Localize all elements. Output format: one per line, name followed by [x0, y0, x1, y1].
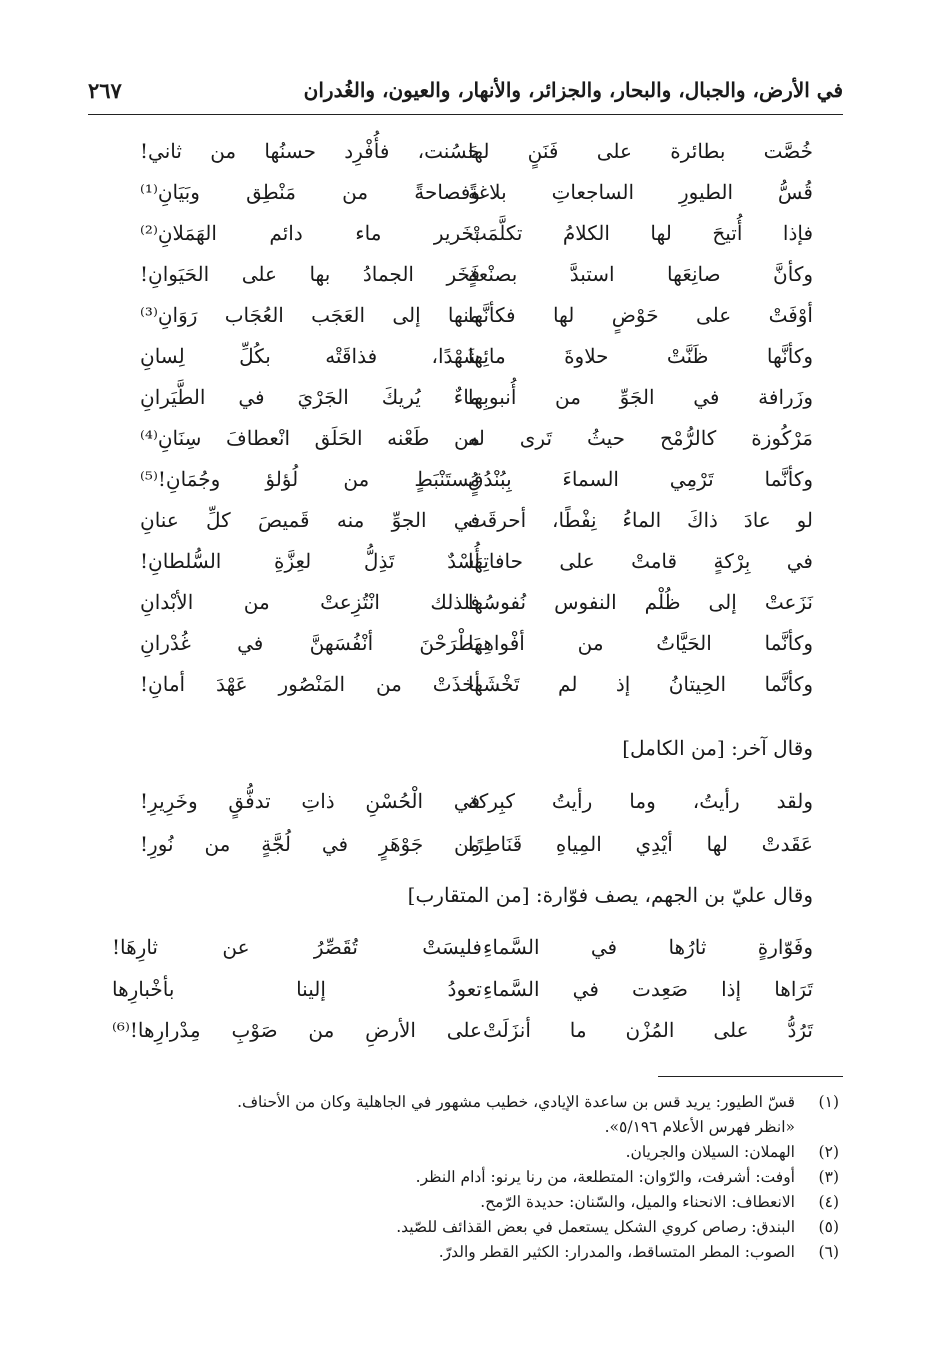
verse-line — [140, 375, 813, 419]
footnote-text: قسّ الطيور: يريد قس بن ساعدة الإيادي، خطيب مشهور في الجاهلية وكان من الأحناف. — [237, 1093, 795, 1111]
first-hemistich: وكأنَّما الحَيَّاتُ من أفْواهِها — [468, 631, 813, 655]
footnote-number: (٤) — [818, 1193, 839, 1211]
footnote-text: الهملان: السيلان والجريان. — [625, 1143, 795, 1161]
second-hemistich: فَخَر الجمادُ بها على الحَيَوانِ! — [140, 262, 480, 286]
header-rule — [88, 114, 843, 115]
first-hemistich: ولقد رأيتُ، وما رأيتُ كبِركة — [468, 789, 813, 813]
second-hemistich: من جَوْهَرٍ في لُجَّةٍ من نُورِ! — [140, 832, 480, 856]
footnote-text: الصوب: المطر المتساقط، والمدرار: الكثير القطر والدرّ. — [438, 1243, 795, 1261]
first-hemistich: أوْفَتْ على حَوْضٍ لها فكأنَّها — [468, 303, 813, 327]
first-hemistich: في بِرْكةٍ قامتْ على حافاتِهَا — [468, 549, 813, 573]
first-hemistich: نَزَعتْ إلى ظُلْم النفوس نُفوسُها — [468, 590, 813, 614]
footnote-rule — [658, 1076, 843, 1077]
verse-line — [140, 580, 813, 624]
verse-line — [112, 925, 813, 969]
footnote-text: البندق: رصاص كروي الشكل يستعمل في بعض القذائف للصّيد. — [396, 1218, 795, 1236]
second-hemistich: منها إلى العَجَب العُجَاب رَوَانِ⁽³⁾ — [140, 303, 480, 327]
second-hemistich: شَهْدًا، فذاقَتْه بكُلِّ لِسانِ — [140, 344, 480, 368]
footnote — [79, 1090, 839, 1115]
page-number: ٢٦٧ — [88, 78, 122, 103]
footnote-number: (١) — [818, 1093, 839, 1111]
footnotes — [79, 1090, 839, 1265]
first-hemistich: وفَوّارةٍ ثارُها في السَّماءِ — [483, 935, 813, 959]
footnote — [79, 1190, 839, 1215]
first-hemistich: عَقَدتْ لها أيْدِي المِياهِ قَنَاطِرًا — [468, 832, 813, 856]
poem-intro: وقال آخر: [من الكامل] — [622, 736, 813, 760]
verse-line — [140, 211, 813, 255]
first-hemistich: تَرُدُّ على المُزْن ما أنزَلَتْ — [483, 1018, 813, 1042]
first-hemistich: وزَرافة في الجَوِّ من أُنبوبِها — [468, 385, 813, 409]
first-hemistich: فإذا أُتيحَ لها الكلامُ تكلَّمَتْ — [468, 221, 813, 245]
verse-line — [140, 334, 813, 378]
second-hemistich: أُسْدٌ تَذِلُّ لعِزَّةِ السُّلطانِ! — [140, 549, 480, 573]
verse-line — [140, 662, 813, 706]
second-hemistich: ماءٌ يُريكَ الجَرْيَ في الطَّيَرانِ — [140, 385, 480, 409]
first-hemistich: وكأنَّما الحِيتانُ إذ لم تَخْشَها — [468, 672, 813, 696]
first-hemistich: مَرْكُوزة كالرُّمْح حيثُ تَرى له — [468, 426, 813, 450]
first-hemistich: تَرَاها إذا صَعِدت في السَّماءِ — [483, 977, 813, 1001]
verse-line — [140, 457, 813, 501]
footnote-text: الانعطاف: الانحناء والميل، والسّنان: حديدة الرّمح. — [480, 1193, 795, 1211]
footnote-continuation: «انظر فهرس الأعلام ٥/١٩٦». — [604, 1118, 795, 1136]
first-hemistich: وكأنَّ صانِعَها استبدَّ بصنْعةٍ — [468, 262, 813, 286]
footnote-number: (٦) — [818, 1243, 839, 1261]
verse-line — [112, 1008, 813, 1052]
second-hemistich: من طَعْنه الحَلَق انْعطافَ سِنَانِ⁽⁴⁾ — [140, 426, 480, 450]
verse-line — [140, 498, 813, 542]
verse-line — [140, 252, 813, 296]
second-hemistich: في الْحُسْنِ ذاتِ تدفُّقٍ وخَرِيرِ! — [140, 789, 480, 813]
verse-line — [140, 779, 813, 823]
footnote-number: (٥) — [818, 1218, 839, 1236]
verse-line — [140, 170, 813, 214]
verse-line — [140, 293, 813, 337]
second-hemistich: على الأرضِ من صَوْبِ مِدْرارِها!⁽⁶⁾ — [112, 1018, 482, 1042]
verse-line — [140, 822, 813, 866]
first-hemistich: وكأنَّما تَرْمِي السماءَ بِبُنْدُقٍ — [468, 467, 813, 491]
second-hemistich: وفصاحةً من مَنْطِق وبَيَانِ⁽¹⁾ — [140, 180, 480, 204]
running-title: في الأرض، والجبال، والبحار، والجزائر، والأنهار، والعيون، والغُدران — [303, 78, 843, 102]
footnote — [79, 1140, 839, 1165]
verse-line — [112, 967, 813, 1011]
second-hemistich: فلذلك انْتُزِعتْ من الأبْدانِ — [140, 590, 480, 614]
footnote-number: (٢) — [818, 1143, 839, 1161]
second-hemistich: يَطْرَحْنَ أنْفُسَهنَّ في غُدْرانِ — [140, 631, 480, 655]
second-hemistich: حَسُنت، فأُفْرِد حسنُها من ثاني! — [140, 139, 480, 163]
verse-line — [140, 621, 813, 665]
first-hemistich: وكأنَّها ظَنَّتْ حلاوةَ مائِها — [468, 344, 813, 368]
verse-line — [140, 539, 813, 583]
second-hemistich: بخَرير ماء دائم الهَمَلانِ⁽²⁾ — [140, 221, 480, 245]
second-hemistich: فليسَتْ تُقَصِّرُ عن ثارِهَا! — [112, 935, 482, 959]
footnote-number: (٣) — [818, 1168, 839, 1186]
verse-line — [140, 416, 813, 460]
verse-line — [140, 129, 813, 173]
footnote-text: أوفت: أشرفت، والرّوان: المتطلعة، من رنا يرنو: أدام النظر. — [415, 1168, 795, 1186]
second-hemistich: في الجوِّ منه قَميصَ كلِّ عنانِ — [140, 508, 480, 532]
first-hemistich: لو عادَ ذاكَ الماءُ نِفْطًا، أحرقَت — [468, 508, 813, 532]
second-hemistich: أخذَتْ من المَنْصُور عَهْدَ أمانِ! — [140, 672, 480, 696]
footnote — [79, 1165, 839, 1190]
footnote — [79, 1240, 839, 1265]
second-hemistich: مُستَنْبَطٍ من لُؤلؤ وجُمَانِ!⁽⁵⁾ — [140, 467, 480, 491]
second-hemistich: تعودُ إلينا بأخْبارِها — [112, 977, 482, 1001]
first-hemistich: قُسُّ الطيورِ الساجعاتِ بلاغةً — [468, 180, 813, 204]
footnote — [79, 1215, 839, 1240]
first-hemistich: خُصَّت بطائرة على فَنَنٍ لها — [468, 139, 813, 163]
page-header — [88, 78, 843, 114]
poem-intro: وقال عليّ بن الجهم، يصف فوّارة: [من المتقارب] — [407, 883, 813, 907]
